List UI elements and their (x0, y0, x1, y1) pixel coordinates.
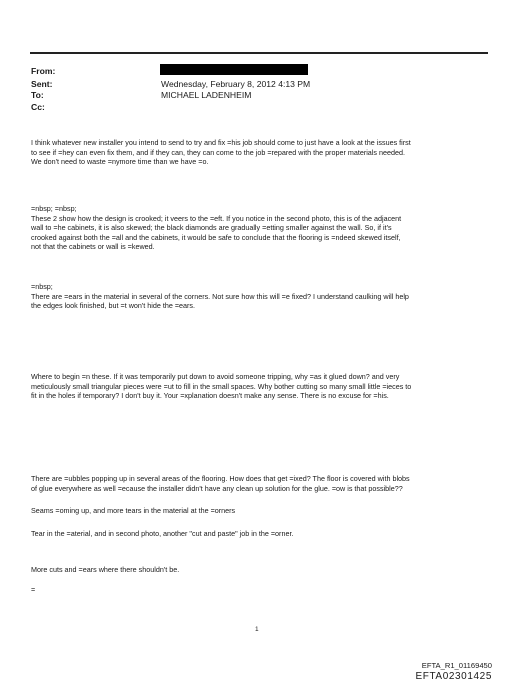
from-label: From: (31, 66, 56, 76)
paragraph-line: These 2 show how the design is crooked; it veers to the =eft. If you notice in the second photo, this is of the adjacent (31, 213, 402, 223)
paragraph-line: the edges look finished, but =t won't hide the =ears. (31, 301, 195, 311)
paragraph-line: of glue everywhere as well =ecause the installer didn't have any clean up solution for the glue. =ow is that possible?? (31, 483, 403, 493)
sent-value: Wednesday, February 8, 2012 4:13 PM (161, 79, 311, 89)
paragraph-line: Where to begin =n these. If it was temporarily put down to avoid someone tripping, why =as it glued down? and very (31, 372, 400, 381)
paragraph-line: to see if =hey can even fix them, and if they can, they can come to the job =repared with the proper materials needed. (31, 147, 405, 157)
to-label: To: (31, 90, 44, 100)
paragraph-line: =nbsp; (31, 282, 53, 291)
paragraph-line: = (31, 585, 36, 594)
paragraph-line: Seams =oming up, and more tears in the material at the =orners (31, 506, 236, 515)
paragraph-7 (31, 529, 491, 539)
paragraph-3 (31, 282, 491, 311)
paragraph-line: More cuts and =ears where there shouldn't be. (31, 565, 180, 574)
paragraph-line: Tear in the =aterial, and in second photo, another "cut and paste" job in the =orner. (31, 529, 294, 538)
paragraph-line: We don't need to waste =nymore time than we have =o. (31, 157, 209, 167)
paragraph-line: I think whatever new installer you intend to send to try and fix =his job should come to just have a look at the issues first (31, 138, 411, 147)
cc-label: Cc: (31, 102, 45, 112)
sent-label: Sent: (31, 79, 53, 89)
to-value: MICHAEL LADENHEIM (161, 90, 252, 100)
paragraph-6 (31, 506, 491, 516)
page-number: 1 (255, 626, 259, 633)
paragraph-line: fit in the holes if temporary? I don't buy it. Your =xplanation doesn't make any sense. There is no excuse for =his. (31, 391, 389, 401)
paragraph-line: wall to =he cabinets, it is also skewed; the black diamonds are gradually =etting smaller against the wall. So, if it's (31, 223, 392, 233)
paragraph-line: There are =ears in the material in several of the corners. Not sure how this will =e fixed? I understand caulking will help (31, 291, 409, 301)
paragraph-1 (31, 138, 491, 167)
paragraph-5 (31, 474, 491, 493)
bates-number-2: EFTA02301425 (415, 671, 492, 682)
paragraph-9 (31, 585, 491, 595)
paragraph-line: There are =ubbles popping up in several areas of the flooring. How does that get =ixed? The floor is covered with blobs (31, 474, 410, 483)
paragraph-line: not that the cabinets or wall is =kewed. (31, 242, 155, 252)
redaction-block (160, 64, 308, 75)
paragraph-2 (31, 204, 491, 252)
paragraph-8 (31, 565, 491, 575)
paragraph-line: crooked against both the =all and the cabinets, it would be safe to conclude that the flooring is =ndeed skewed itself, (31, 232, 401, 242)
paragraph-line: meticulously small triangular pieces were =ut to fill in the small spaces. Why bother cutting so many small little =ieces to (31, 381, 412, 391)
header-rule (30, 52, 488, 54)
paragraph-4 (31, 372, 491, 401)
bates-number-1: EFTA_R1_01169450 (421, 661, 492, 670)
paragraph-line: =nbsp; =nbsp; (31, 204, 77, 213)
